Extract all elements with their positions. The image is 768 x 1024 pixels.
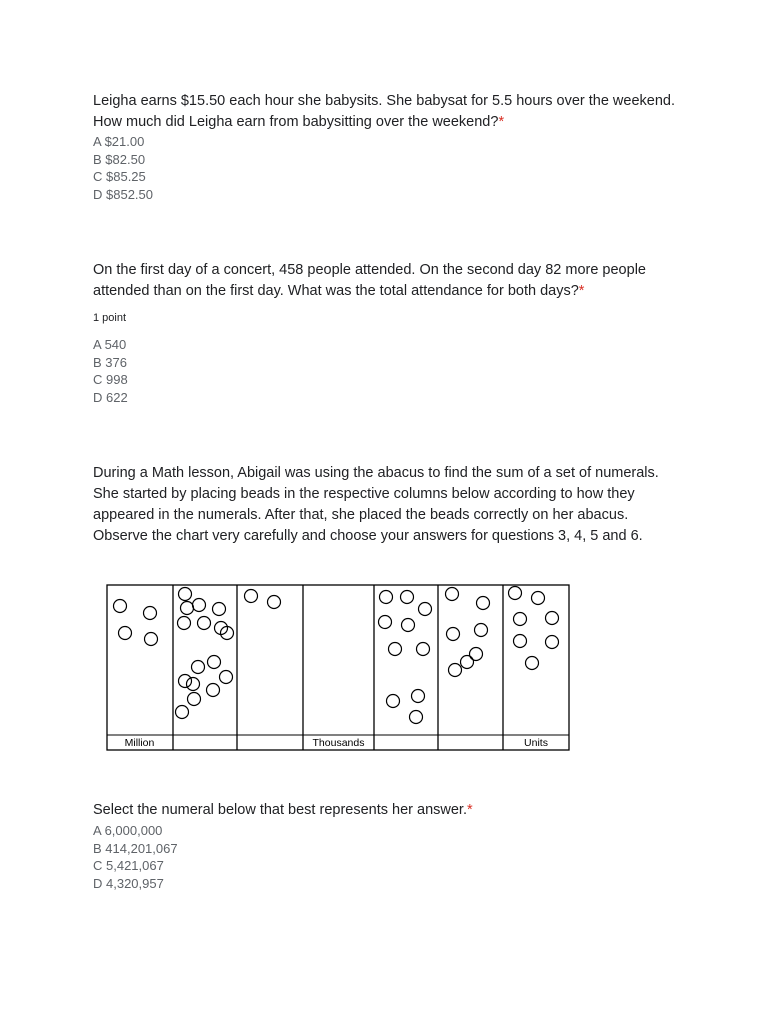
abacus-bead [176,706,189,719]
abacus-chart [106,584,571,752]
abacus-bead [198,617,211,630]
abacus-bead [412,690,425,703]
question-1-options [93,133,683,203]
abacus-bead [514,635,527,648]
column-label: Units [524,737,548,749]
abacus-bead [546,636,559,649]
question-1 [93,91,683,203]
question-4 [93,800,683,892]
abacus-bead [477,597,490,610]
abacus-bead [213,603,226,616]
option-b[interactable]: B 376 [93,354,127,370]
option-b[interactable]: B $82.50 [93,151,146,167]
option-c[interactable]: C 998 [93,372,128,388]
abacus-bead [181,602,194,615]
abacus-frame [107,585,569,750]
question-4-text: Select the numeral below that best represents her answer.* [93,802,473,818]
abacus-bead [187,678,200,691]
abacus-bead [220,671,233,684]
question-4-options [93,822,683,892]
column-label: Thousands [312,737,365,749]
abacus-bead [509,587,522,600]
option-a[interactable]: A 540 [93,337,127,352]
option-d[interactable]: D 4,320,957 [93,875,164,891]
abacus-bead [144,607,157,620]
option-b[interactable]: B 414,201,067 [93,840,178,856]
abacus-labels [125,737,548,749]
option-c[interactable]: C $85.25 [93,169,146,185]
question-1-text: Leigha earns $15.50 each hour she babysits. She babysat for 5.5 hours over the weekend. How much did Leigha earn from babysitting over the weekend?* [93,93,675,130]
points-label: 1 point [93,312,127,324]
abacus-bead [447,628,460,641]
abacus-bead [207,684,220,697]
abacus-bead [178,617,191,630]
abacus-bead [208,656,221,669]
abacus-bead [410,711,423,724]
abacus-border [107,585,569,750]
option-d[interactable]: D $852.50 [93,186,153,202]
question-2-text: On the first day of a concert, 458 people attended. On the second day 82 more people attended than on the first day. What was the total attendance for both days?* [93,262,646,299]
required-asterisk: * [466,802,473,818]
question-3 [93,463,683,547]
abacus-bead [119,627,132,640]
abacus-bead [470,648,483,661]
abacus-bead [114,600,127,613]
abacus-bead [387,695,400,708]
question-2-options [93,336,683,406]
abacus-bead [526,657,539,670]
abacus-bead [245,590,258,603]
question-2 [93,260,683,406]
option-c[interactable]: C 5,421,067 [93,858,164,874]
option-a[interactable]: A $21.00 [93,134,145,149]
column-label: Million [124,737,155,749]
required-asterisk: * [578,283,585,299]
abacus-bead [179,675,192,688]
abacus-bead [546,612,559,625]
option-a[interactable]: A 6,000,000 [93,823,163,838]
abacus-bead [514,613,527,626]
abacus-bead [532,592,545,605]
abacus-bead [417,643,430,656]
required-asterisk: * [498,114,505,130]
abacus-bead [192,661,205,674]
abacus-bead [446,588,459,601]
abacus-bead [402,619,415,632]
abacus-bead [179,588,192,601]
abacus-bead [268,596,281,609]
abacus-bead [475,624,488,637]
abacus-bead [389,643,402,656]
abacus-bead [461,656,474,669]
abacus-bead [380,591,393,604]
question-3-text: During a Math lesson, Abigail was using the abacus to find the sum of a set of numerals. She started by placing beads in the respective columns below according to how they appeared in the numerals. After that, she placed the beads correctly on her abacus. Observe the chart very carefully and choose your answers for questions 3, 4, 5 and 6. [93,465,659,544]
abacus-bead [145,633,158,646]
abacus-bead [379,616,392,629]
abacus-bead [193,599,206,612]
abacus-bead [188,693,201,706]
abacus-bead [401,591,414,604]
abacus-bead [419,603,432,616]
abacus-bead [449,664,462,677]
abacus-beads [114,587,559,724]
option-d[interactable]: D 622 [93,389,128,405]
